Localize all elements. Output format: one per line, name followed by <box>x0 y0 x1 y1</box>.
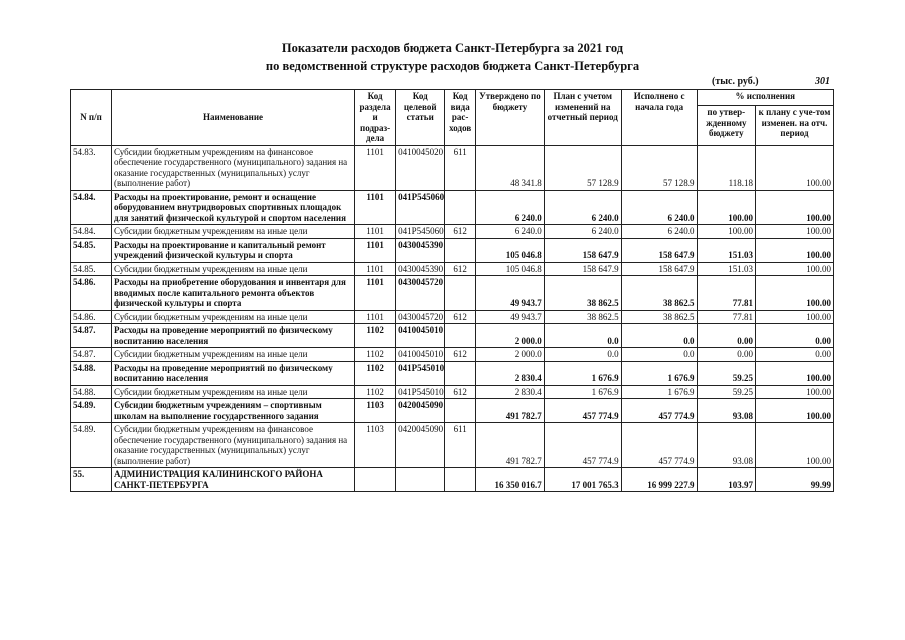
header-executed: Исполнено с начала года <box>621 90 697 146</box>
executed-amount: 57 128.9 <box>621 145 697 190</box>
plan-amount: 1 676.9 <box>544 385 621 399</box>
approved-amount: 2 000.0 <box>476 324 545 348</box>
section-code: 1101 <box>355 190 396 225</box>
section-code: 1102 <box>355 361 396 385</box>
plan-amount: 1 676.9 <box>544 361 621 385</box>
approved-amount: 2 000.0 <box>476 348 545 362</box>
pct-plan: 99.99 <box>756 468 834 492</box>
executed-amount: 1 676.9 <box>621 361 697 385</box>
section-code: 1103 <box>355 423 396 468</box>
header-approved: Утверждено по бюджету <box>476 90 545 146</box>
plan-amount: 6 240.0 <box>544 225 621 239</box>
table-row <box>71 225 834 239</box>
expense-type-code: 612 <box>445 225 476 239</box>
row-number: 54.87. <box>71 348 112 362</box>
table-row <box>71 385 834 399</box>
pct-plan: 100.00 <box>756 385 834 399</box>
plan-amount: 457 774.9 <box>544 399 621 423</box>
header-plan: План с учетом изменений на отчетный период <box>544 90 621 146</box>
pct-approved: 151.03 <box>697 262 755 276</box>
row-number: 54.89. <box>71 423 112 468</box>
expense-type-code <box>445 361 476 385</box>
pct-approved: 103.97 <box>697 468 755 492</box>
row-number: 54.84. <box>71 190 112 225</box>
pct-approved: 100.00 <box>697 190 755 225</box>
row-name: Расходы на проектирование, ремонт и оснащение оборудованием внутридворовых спортивных площадок для занятий физической культурой и спортом населения <box>112 190 355 225</box>
units-label: (тыс. руб.) <box>712 76 759 87</box>
row-name: Субсидии бюджетным учреждениям – спортивным школам на выполнение государственного задания <box>112 399 355 423</box>
table-row <box>71 468 834 492</box>
target-code: 0430045720 <box>396 276 445 311</box>
pct-approved: 0.00 <box>697 348 755 362</box>
target-code: 0430045720 <box>396 310 445 324</box>
pct-approved: 100.00 <box>697 225 755 239</box>
pct-plan: 100.00 <box>756 361 834 385</box>
section-code: 1102 <box>355 385 396 399</box>
executed-amount: 6 240.0 <box>621 225 697 239</box>
target-code: 0420045090 <box>396 423 445 468</box>
row-number: 54.85. <box>71 238 112 262</box>
pct-plan: 100.00 <box>756 399 834 423</box>
approved-amount: 49 943.7 <box>476 276 545 311</box>
approved-amount: 2 830.4 <box>476 361 545 385</box>
executed-amount: 38 862.5 <box>621 276 697 311</box>
table-body <box>71 145 834 492</box>
row-number: 54.85. <box>71 262 112 276</box>
plan-amount: 158 647.9 <box>544 262 621 276</box>
approved-amount: 2 830.4 <box>476 385 545 399</box>
table-row <box>71 310 834 324</box>
approved-amount: 105 046.8 <box>476 238 545 262</box>
table-row <box>71 262 834 276</box>
plan-amount: 38 862.5 <box>544 276 621 311</box>
row-name: Расходы на проведение мероприятий по физическому воспитанию населения <box>112 324 355 348</box>
target-code <box>396 468 445 492</box>
executed-amount: 158 647.9 <box>621 238 697 262</box>
expense-type-code: 611 <box>445 423 476 468</box>
table-row <box>71 399 834 423</box>
plan-amount: 0.0 <box>544 348 621 362</box>
approved-amount: 16 350 016.7 <box>476 468 545 492</box>
document-title-line2: по ведомственной структуре расходов бюджета Санкт-Петербурга <box>265 59 640 73</box>
pct-approved: 118.18 <box>697 145 755 190</box>
header-pct-plan: к плану с уче-том изменен. на отч. период <box>756 106 834 145</box>
pct-approved: 77.81 <box>697 276 755 311</box>
executed-amount: 6 240.0 <box>621 190 697 225</box>
target-code: 0410045020 <box>396 145 445 190</box>
page-number: 301 <box>815 76 830 87</box>
table-row <box>71 190 834 225</box>
expense-type-code: 612 <box>445 262 476 276</box>
header-type: Код вида рас-ходов <box>445 90 476 146</box>
target-code: 0420045090 <box>396 399 445 423</box>
approved-amount: 6 240.0 <box>476 225 545 239</box>
expense-type-code: 612 <box>445 348 476 362</box>
pct-approved: 93.08 <box>697 399 755 423</box>
executed-amount: 38 862.5 <box>621 310 697 324</box>
pct-plan: 100.00 <box>756 238 834 262</box>
expense-type-code <box>445 468 476 492</box>
plan-amount: 38 862.5 <box>544 310 621 324</box>
row-number: 54.84. <box>71 225 112 239</box>
executed-amount: 158 647.9 <box>621 262 697 276</box>
section-code: 1101 <box>355 225 396 239</box>
plan-amount: 158 647.9 <box>544 238 621 262</box>
section-code: 1101 <box>355 238 396 262</box>
approved-amount: 48 341.8 <box>476 145 545 190</box>
expense-type-code <box>445 399 476 423</box>
table-row <box>71 276 834 311</box>
row-name: АДМИНИСТРАЦИЯ КАЛИНИНСКОГО РАЙОНА САНКТ-ПЕТЕРБУРГА <box>112 468 355 492</box>
header-section: Код раздела и подраз-дела <box>355 90 396 146</box>
pct-plan: 100.00 <box>756 225 834 239</box>
table-row <box>71 145 834 190</box>
pct-approved: 59.25 <box>697 385 755 399</box>
pct-approved: 77.81 <box>697 310 755 324</box>
row-name: Субсидии бюджетным учреждениям на иные цели <box>112 310 355 324</box>
table-row <box>71 423 834 468</box>
plan-amount: 0.0 <box>544 324 621 348</box>
section-code: 1103 <box>355 399 396 423</box>
executed-amount: 457 774.9 <box>621 423 697 468</box>
target-code: 041P545010 <box>396 385 445 399</box>
pct-plan: 100.00 <box>756 310 834 324</box>
row-name: Субсидии бюджетным учреждениям на иные цели <box>112 225 355 239</box>
row-name: Расходы на проектирование и капитальный ремонт учреждений физической культуры и спорта <box>112 238 355 262</box>
pct-plan: 100.00 <box>756 262 834 276</box>
section-code: 1102 <box>355 324 396 348</box>
pct-plan: 0.00 <box>756 348 834 362</box>
approved-amount: 105 046.8 <box>476 262 545 276</box>
section-code: 1101 <box>355 262 396 276</box>
pct-approved: 93.08 <box>697 423 755 468</box>
executed-amount: 1 676.9 <box>621 385 697 399</box>
row-number: 54.86. <box>71 276 112 311</box>
pct-approved: 151.03 <box>697 238 755 262</box>
section-code: 1101 <box>355 310 396 324</box>
expense-type-code <box>445 238 476 262</box>
pct-plan: 100.00 <box>756 145 834 190</box>
row-name: Расходы на проведение мероприятий по физическому воспитанию населения <box>112 361 355 385</box>
row-name: Субсидии бюджетным учреждениям на иные цели <box>112 262 355 276</box>
target-code: 0430045390 <box>396 238 445 262</box>
table-row <box>71 324 834 348</box>
executed-amount: 0.0 <box>621 324 697 348</box>
expense-type-code <box>445 190 476 225</box>
expense-type-code <box>445 276 476 311</box>
target-code: 041P545060 <box>396 225 445 239</box>
approved-amount: 491 782.7 <box>476 399 545 423</box>
plan-amount: 17 001 765.3 <box>544 468 621 492</box>
expense-type-code: 612 <box>445 310 476 324</box>
header-num: N п/п <box>71 90 112 146</box>
executed-amount: 0.0 <box>621 348 697 362</box>
section-code: 1102 <box>355 348 396 362</box>
row-name: Субсидии бюджетным учреждениям на иные цели <box>112 348 355 362</box>
approved-amount: 491 782.7 <box>476 423 545 468</box>
table-row <box>71 348 834 362</box>
approved-amount: 6 240.0 <box>476 190 545 225</box>
row-number: 54.89. <box>71 399 112 423</box>
pct-plan: 0.00 <box>756 324 834 348</box>
executed-amount: 16 999 227.9 <box>621 468 697 492</box>
header-target: Код целевой статьи <box>396 90 445 146</box>
plan-amount: 57 128.9 <box>544 145 621 190</box>
approved-amount: 49 943.7 <box>476 310 545 324</box>
pct-approved: 0.00 <box>697 324 755 348</box>
row-number: 54.88. <box>71 385 112 399</box>
row-name: Субсидии бюджетным учреждениям на финансовое обеспечение государственного (муниципального) задания на оказание государственных (муниципальных) услуг (выполнение работ) <box>112 145 355 190</box>
header-name: Наименование <box>112 90 355 146</box>
row-number: 55. <box>71 468 112 492</box>
expense-type-code: 612 <box>445 385 476 399</box>
target-code: 041P545010 <box>396 361 445 385</box>
target-code: 0430045390 <box>396 262 445 276</box>
table-row <box>71 361 834 385</box>
row-number: 54.88. <box>71 361 112 385</box>
expense-type-code <box>445 324 476 348</box>
expense-type-code: 611 <box>445 145 476 190</box>
target-code: 0410045010 <box>396 348 445 362</box>
budget-table <box>70 89 834 492</box>
row-number: 54.87. <box>71 324 112 348</box>
pct-approved: 59.25 <box>697 361 755 385</box>
section-code: 1101 <box>355 145 396 190</box>
header-pct-group: % исполнения <box>697 90 833 106</box>
executed-amount: 457 774.9 <box>621 399 697 423</box>
pct-plan: 100.00 <box>756 276 834 311</box>
plan-amount: 457 774.9 <box>544 423 621 468</box>
row-number: 54.86. <box>71 310 112 324</box>
target-code: 041P545060 <box>396 190 445 225</box>
target-code: 0410045010 <box>396 324 445 348</box>
plan-amount: 6 240.0 <box>544 190 621 225</box>
row-name: Расходы на приобретение оборудования и инвентаря для вводимых после капитального ремонта объектов физической культуры и спорта <box>112 276 355 311</box>
table-row <box>71 238 834 262</box>
document-title-line1: Показатели расходов бюджета Санкт-Петербурга за 2021 год <box>281 41 624 55</box>
pct-plan: 100.00 <box>756 190 834 225</box>
pct-plan: 100.00 <box>756 423 834 468</box>
section-code: 1101 <box>355 276 396 311</box>
row-name: Субсидии бюджетным учреждениям на финансовое обеспечение государственного (муниципального) задания на оказание государственных (муниципальных) услуг (выполнение работ) <box>112 423 355 468</box>
row-name: Субсидии бюджетным учреждениям на иные цели <box>112 385 355 399</box>
row-number: 54.83. <box>71 145 112 190</box>
section-code <box>355 468 396 492</box>
header-pct-approved: по утвер-жденному бюджету <box>697 106 755 145</box>
